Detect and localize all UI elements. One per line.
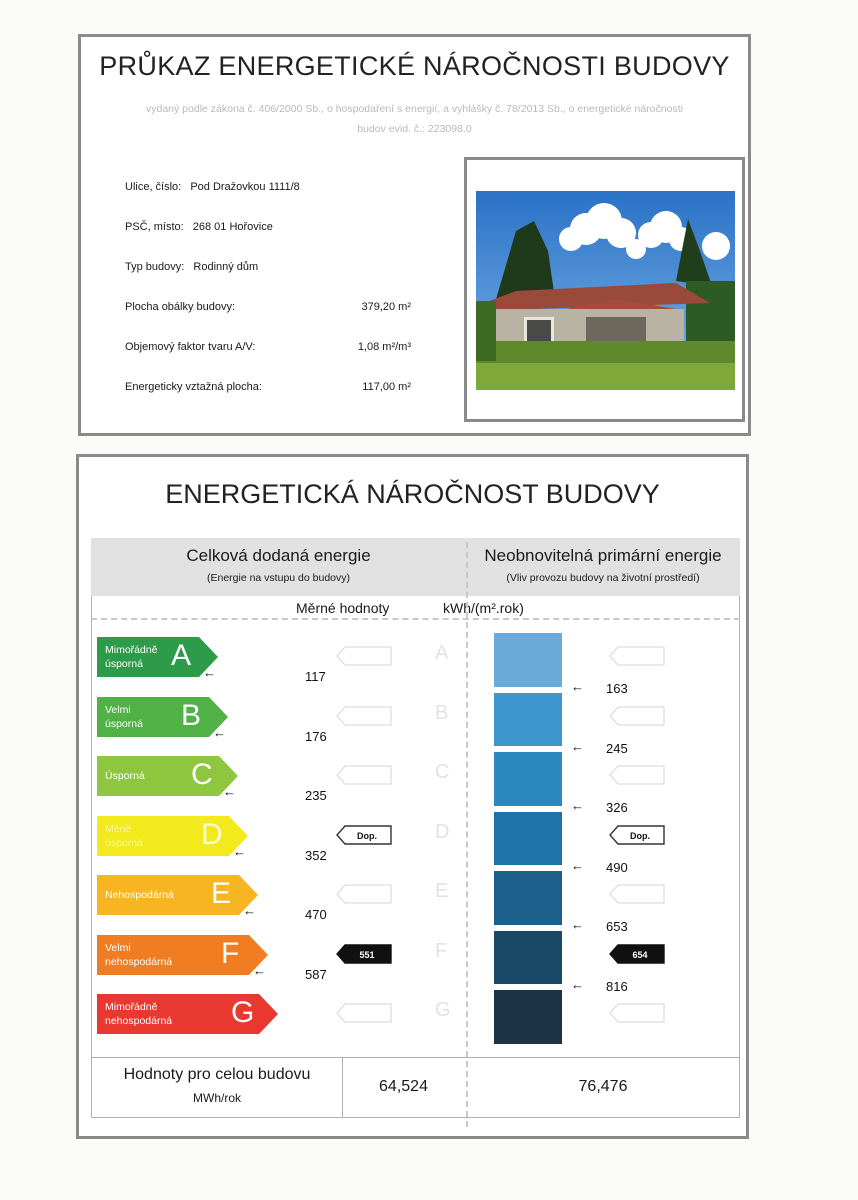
primary-energy-bar-g: [494, 990, 562, 1044]
class-letter: B: [181, 698, 202, 732]
delivered-marker-f: [335, 943, 395, 967]
envelope-label: Plocha obálky budovy:: [125, 301, 236, 313]
class-desc-line: Velmi: [105, 941, 131, 954]
envelope-value: 379,20 m²: [361, 301, 411, 313]
primary-boundary-value: 653: [606, 919, 628, 934]
total-primary-energy: 76,476: [578, 1078, 628, 1095]
delivered-boundary-value: 176: [305, 728, 327, 744]
class-desc-line: úsporná: [105, 836, 143, 849]
delivered-energy-subheading: (Energie na vstupu do budovy): [206, 572, 350, 584]
arrow-left-icon: ←: [233, 843, 246, 859]
ghost-class-letter: A: [435, 642, 449, 664]
primary-energy-heading: Neobnovitelná primární energie: [484, 546, 722, 565]
building-info-panel: [78, 34, 751, 436]
delivered-marker-c: [335, 764, 395, 788]
unit-label: kWh/(m².rok): [443, 600, 524, 616]
primary-energy-bar-f: [494, 931, 562, 985]
delivered-marker-a: [335, 645, 395, 669]
delivered-marker-f-label: 551: [359, 949, 375, 960]
class-d-description: [105, 822, 143, 850]
class-c-arrow: [97, 756, 239, 796]
arrow-left-icon: ←: [243, 903, 256, 918]
class-e-arrow: [97, 875, 259, 915]
class-desc-line: Mimořádně: [105, 1001, 158, 1013]
class-letter: A: [171, 639, 192, 672]
class-desc-line: úsporná: [105, 658, 143, 670]
primary-energy-bar-d: [494, 812, 562, 866]
ghost-class-letter: D: [435, 820, 450, 843]
delivered-marker-g: [335, 1002, 395, 1026]
street-row: [125, 181, 300, 193]
class-desc-line: Úsporná: [105, 770, 145, 782]
type-row: [125, 261, 258, 273]
delivered-boundary-value: 470: [305, 907, 327, 922]
primary-boundary-value: 326: [606, 800, 628, 815]
section-title: ENERGETICKÁ NÁROČNOST BUDOVY: [165, 479, 660, 509]
primary-boundary-value: 245: [606, 740, 628, 756]
header-divider: [91, 618, 740, 620]
primary-marker-e: [608, 883, 668, 907]
primary-marker-f-label: 654: [632, 949, 648, 960]
class-d-arrow: [97, 816, 249, 856]
class-letter: F: [221, 936, 240, 970]
ghost-class-letter: F: [435, 939, 448, 962]
primary-energy-bar-b: [494, 693, 562, 747]
class-g-description: [105, 1000, 172, 1028]
class-a-description: [105, 643, 158, 671]
delivered-marker-d: [335, 824, 395, 848]
class-g-arrow: [97, 994, 279, 1034]
delivered-boundary-value: 117: [305, 669, 326, 684]
primary-marker-b: [608, 705, 668, 729]
primary-energy-bar-a: [494, 633, 562, 687]
class-b-description: [105, 703, 143, 731]
primary-marker-d-label: Dop.: [630, 830, 650, 841]
delivered-marker-b: [335, 705, 395, 729]
primary-marker-a: [608, 645, 668, 669]
ghost-class-letter: E: [435, 880, 449, 902]
zip-row: [125, 221, 273, 233]
photo-frame: [464, 157, 745, 422]
primary-boundary-value: 816: [606, 978, 628, 994]
class-desc-line: nehospodárná: [105, 955, 173, 968]
type-label: Typ budovy:: [125, 261, 185, 273]
energy-performance-panel: [76, 454, 749, 1139]
primary-marker-d: [608, 824, 668, 848]
arrow-left-icon: ←: [571, 976, 584, 992]
class-b-arrow: [97, 697, 229, 737]
document-subtitle: vydaný podle zákona č. 406/2000 Sb., o hospodaření s energií, a vyhlášky č. 78/2013 Sb., o energetické náročnosti budov evid. č.: 223098.0: [145, 103, 683, 135]
shape-factor-label: Objemový faktor tvaru A/V:: [125, 341, 256, 353]
total-delivered-energy: 64,524: [379, 1078, 428, 1095]
class-letter: C: [191, 758, 213, 791]
primary-boundary-value: 490: [606, 859, 628, 875]
column-header-band: [91, 538, 740, 596]
zip-label: PSČ, místo:: [125, 221, 184, 233]
reference-area-label: Energeticky vztažná plocha:: [125, 381, 262, 393]
reference-area-value: 117,00 m²: [362, 381, 411, 393]
street-value: Pod Dražovkou 1111/8: [190, 181, 300, 193]
class-f-arrow: [97, 935, 269, 975]
ghost-class-letter: C: [435, 761, 450, 783]
class-letter: G: [231, 996, 255, 1029]
primary-boundary-value: 163: [606, 681, 628, 696]
arrow-left-icon: ←: [253, 962, 266, 978]
document-title: PRŮKAZ ENERGETICKÉ NÁROČNOSTI BUDOVY: [99, 51, 730, 81]
shape-factor-value: 1,08 m²/m³: [357, 341, 411, 353]
primary-energy-bar-e: [494, 871, 562, 925]
primary-energy-bar-c: [494, 752, 562, 806]
delivered-energy-heading: Celková dodaná energie: [186, 546, 371, 565]
specific-values-label: Měrné hodnoty: [296, 600, 390, 616]
arrow-left-icon: ←: [571, 917, 584, 932]
arrow-left-icon: ←: [571, 798, 584, 813]
primary-marker-f: [608, 943, 668, 967]
delivered-boundary-value: 587: [305, 966, 327, 982]
column-divider: [466, 542, 468, 1127]
primary-energy-subheading: (Vliv provozu budovy na životní prostředí): [506, 572, 700, 584]
arrow-left-icon: ←: [213, 724, 226, 740]
delivered-boundary-value: 235: [305, 788, 327, 803]
class-desc-line: Méně: [105, 822, 132, 835]
class-desc-line: úsporná: [105, 717, 143, 730]
building-photo: [476, 191, 735, 390]
totals-label: Hodnoty pro celou budovu: [123, 1066, 311, 1083]
street-label: Ulice, číslo:: [125, 181, 182, 193]
class-letter: D: [201, 817, 223, 851]
delivered-marker-e: [335, 883, 395, 907]
totals-row: [91, 1057, 740, 1118]
arrow-left-icon: ←: [203, 665, 216, 680]
delivered-boundary-value: 352: [305, 847, 327, 863]
arrow-left-icon: ←: [571, 679, 584, 694]
class-c-description: [105, 769, 145, 783]
zip-value: 268 01 Hořovice: [192, 221, 273, 233]
class-desc-line: nehospodárná: [105, 1015, 173, 1027]
ghost-class-letter: G: [435, 999, 451, 1021]
arrow-left-icon: ←: [571, 857, 584, 873]
delivered-marker-d-label: Dop.: [357, 830, 377, 841]
class-letter: E: [211, 877, 232, 910]
primary-marker-g: [608, 1002, 668, 1026]
type-value: Rodinný dům: [193, 261, 259, 273]
class-desc-line: Velmi: [105, 703, 131, 716]
class-e-description: [105, 888, 174, 902]
primary-marker-c: [608, 764, 668, 788]
arrow-left-icon: ←: [571, 738, 584, 754]
class-a-arrow: [97, 637, 219, 677]
class-f-description: [105, 941, 172, 969]
class-desc-line: Mimořádně: [105, 644, 158, 656]
ghost-class-letter: B: [435, 701, 449, 724]
totals-unit: MWh/rok: [193, 1091, 241, 1105]
class-desc-line: Nehospodárná: [105, 889, 174, 901]
arrow-left-icon: ←: [223, 784, 236, 799]
